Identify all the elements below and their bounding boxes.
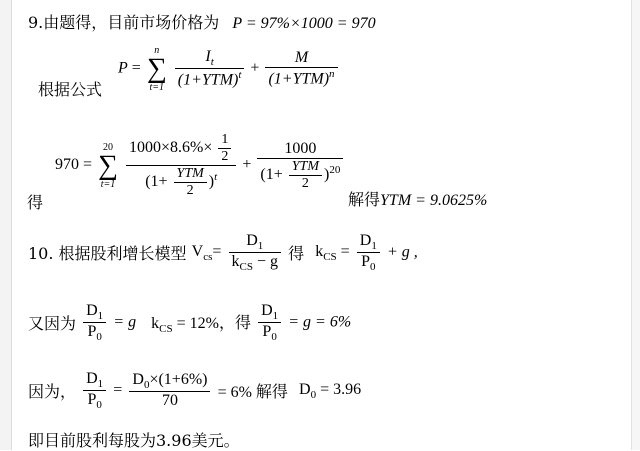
ytm-result: YTM = 9.0625% [380, 192, 488, 209]
d1-over-p0 [83, 302, 106, 343]
d1-over-p0 [357, 232, 380, 273]
den-2: 2 [218, 148, 231, 165]
var-k: k [151, 315, 160, 333]
d1-over-p0 [83, 370, 106, 411]
ytm-half [174, 166, 207, 199]
q10-line-2 [28, 302, 351, 343]
sub-0: 0 [310, 388, 317, 401]
vcs-term: $V_{cs}=$ [191, 242, 222, 263]
var-p: P [262, 323, 272, 341]
var-k: k [231, 253, 240, 271]
q9-line-1 [28, 10, 376, 33]
plus-sign: + [242, 156, 252, 174]
sub-1: 1 [272, 310, 279, 323]
sub-1: 1 [97, 378, 104, 391]
solve-label: 解得 [348, 190, 381, 209]
one-half [218, 132, 231, 165]
plus-sign: + [250, 59, 260, 77]
q9-de-label: 得 [27, 193, 44, 212]
coupon-amount: 1000×8.6%× [129, 139, 213, 157]
var-d: D [86, 370, 98, 387]
sub-cs: cs [203, 250, 213, 263]
discount-base: (1+YTM) [177, 71, 239, 89]
var-d: D [299, 380, 311, 398]
var-d: D [359, 232, 372, 249]
q10-conclusion: 即目前股利每股为3.96美元。 [28, 431, 240, 450]
q9-price-formula: P = 97%×1000 = 970 [232, 15, 376, 32]
semiannual-coupon-fraction [126, 132, 236, 199]
ddm-fraction [229, 232, 282, 273]
exp-n: n [329, 68, 335, 81]
sub-0: 0 [271, 331, 277, 344]
value-970: 970 [55, 156, 79, 174]
d0-value: = 3.96 [320, 380, 362, 398]
sub-0: 0 [96, 399, 102, 412]
q9-solution [348, 187, 487, 210]
ytm: YTM [176, 166, 204, 181]
exp-t: t [214, 170, 218, 183]
var-v: V [191, 242, 204, 260]
kcs-12-text: = 12%，得 [176, 315, 251, 333]
ytm: YTM [291, 158, 319, 174]
face-1000: 1000 [284, 139, 317, 157]
var-d: D [86, 302, 98, 319]
sub-1: 1 [371, 240, 377, 253]
q10-line-1 [28, 232, 418, 273]
face-value-fraction [257, 140, 343, 192]
num-1: 1 [221, 132, 229, 147]
d0-growth-fraction [129, 371, 210, 410]
equals-sign: = [131, 59, 141, 77]
var-p: P [118, 59, 128, 77]
q9-numeric-equation [55, 132, 345, 199]
sub-cs: CS [159, 323, 173, 336]
open-paren: (1+ [145, 173, 168, 191]
var-d: D [246, 232, 258, 249]
var-d: D [132, 371, 144, 389]
sub-1: 1 [257, 240, 264, 253]
right-scrollbar[interactable] [631, 0, 640, 450]
var-p: P [87, 323, 97, 341]
summation-20: 20 ∑ t=1 [98, 141, 118, 190]
ytm-half [289, 159, 322, 192]
sub-0: 0 [370, 261, 376, 274]
growth-expr: ×(1+6%) [149, 371, 208, 389]
left-margin-ruler [0, 0, 12, 450]
exp-20: 20 [329, 163, 341, 176]
q10-intro-text: 10. 根据股利增长模型 [28, 244, 187, 264]
q9-intro-text: 9.由题得，目前市场价格为 [28, 13, 220, 32]
open-paren: (1+ [260, 165, 283, 183]
d1-over-p0 [258, 302, 281, 343]
var-p: P [361, 253, 371, 271]
close-paren: ) [208, 173, 215, 191]
line3-prefix: 因为， [28, 382, 77, 402]
var-k: k [315, 242, 324, 260]
q10-line-3: 因为， $\frac{D_1}{P_0}$ = $\frac{D_0\times(1+6\%)}{70}$ = 6% 解得 $D_0 = 3.96$ [28, 370, 362, 412]
var-m: M [294, 49, 309, 67]
principal-fraction [265, 49, 337, 88]
den-2: 2 [289, 175, 322, 192]
q9-general-formula [118, 45, 340, 93]
equals-sign: = [83, 156, 93, 174]
line2-prefix: 又因为 [28, 314, 77, 334]
kcs-term: $k_{CS}$ = [315, 242, 350, 263]
var-d: D [261, 302, 273, 319]
kcs-12 [151, 315, 251, 336]
sum-upper-20: 20 [103, 141, 114, 153]
sub-cs: CS [323, 250, 337, 263]
price-70: 70 [129, 391, 210, 410]
d0-result [299, 380, 362, 401]
sum-lower-limit: t=1 [149, 82, 165, 93]
sub-0: 0 [143, 379, 150, 392]
exp-t: t [238, 69, 242, 82]
eq-6-solve: = 6% 解得 [217, 384, 288, 402]
eq-g-6: = g = 6% [288, 313, 352, 331]
sub-t: t [210, 56, 214, 69]
sub-cs: CS [239, 261, 253, 274]
close-paren: ) [324, 165, 330, 183]
de-text: 得 [288, 244, 305, 264]
coupon-fraction [175, 48, 245, 90]
var-i: I [205, 48, 211, 66]
var-p: P [87, 391, 97, 409]
sum-lower-limit: t=1 [100, 178, 116, 190]
discount-base: (1+YTM) [268, 70, 330, 88]
sub-1: 1 [97, 310, 104, 323]
sub-0: 0 [96, 331, 102, 344]
summation: n ∑ t=1 [146, 45, 167, 93]
minus-g: − g [252, 253, 278, 271]
plus-g: + g , [386, 243, 418, 261]
q9-formula-label: 根据公式 [38, 80, 103, 99]
den-2: 2 [174, 182, 207, 199]
eq-g: = g [113, 313, 137, 331]
sum-upper-limit: n [154, 45, 160, 56]
